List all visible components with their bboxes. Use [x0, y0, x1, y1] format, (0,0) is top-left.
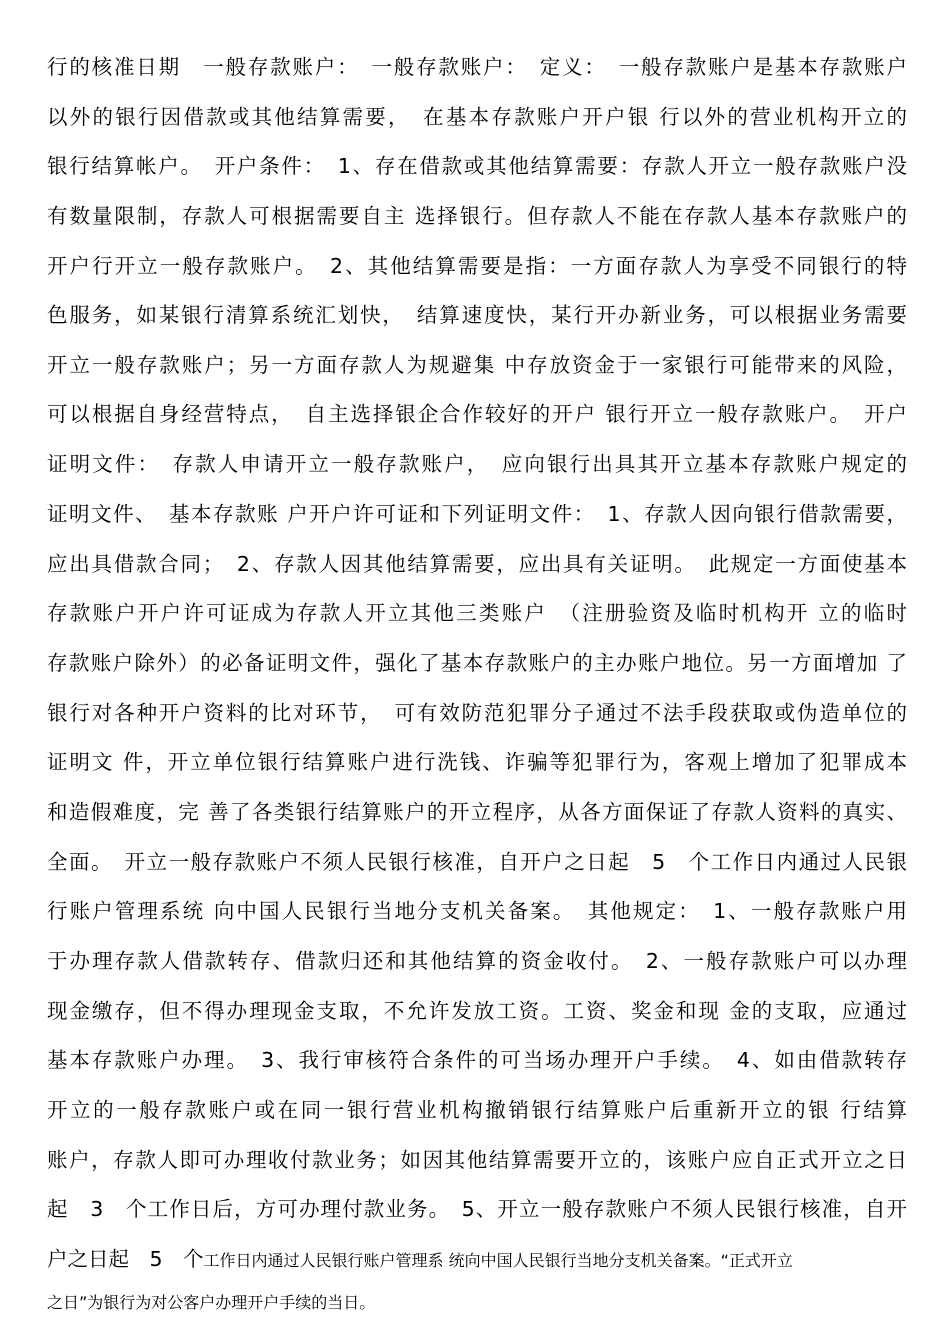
- text-line: 现金缴存，但不得办理现金支取，不允许发放工资。工资、奖金和现 金的支取，应通过: [47, 999, 907, 1023]
- text-line: 于办理存款人借款转存、借款归还和其他结算的资金收付。 2、一般存款账户可以办理: [47, 949, 907, 973]
- text-line: 银行对各种开户资料的比对环节， 可有效防范犯罪分子通过不法手段获取或伪造单位的: [47, 701, 907, 725]
- text-line: 银行结算帐户。 开户条件： 1、存在借款或其他结算需要：存款人开立一般存款账户没: [47, 154, 907, 178]
- text-line: 存款账户开户许可证成为存款人开立其他三类账户 （注册验资及临时机构开 立的临时: [47, 601, 907, 625]
- text-line: 基本存款账户办理。 3、我行审核符合条件的可当场办理开户手续。 4、如由借款转存: [47, 1048, 907, 1072]
- text-line: 账户，存款人即可办理收付款业务；如因其他结算需要开立的，该账户应自正式开立之日: [47, 1148, 907, 1172]
- text-segment-large: 户之日起 5 个: [47, 1247, 204, 1271]
- text-line: 有数量限制，存款人可根据需要自主 选择银行。但存款人不能在存款人基本存款账户的: [47, 204, 907, 228]
- text-segment-small: 工作日内通过人民银行账户管理系 统向中国人民银行当地分支机关备案。“正式开立: [203, 1251, 793, 1270]
- text-line: 证明文件： 存款人申请开立一般存款账户， 应向银行出具其开立基本存款账户规定的: [47, 452, 907, 476]
- text-line: 开户行开立一般存款账户。 2、其他结算需要是指：一方面存款人为享受不同银行的特: [47, 254, 907, 278]
- text-line: 开立的一般存款账户或在同一银行营业机构撤销银行结算账户后重新开立的银 行结算: [47, 1098, 907, 1122]
- text-line: 开立一般存款账户；另一方面存款人为规避集 中存放资金于一家银行可能带来的风险，: [47, 353, 907, 377]
- text-line: 色服务，如某银行清算系统汇划快， 结算速度快，某行开办新业务，可以根据业务需要: [47, 303, 907, 327]
- text-line: 证明文 件，开立单位银行结算账户进行洗钱、诈骗等犯罪行为，客观上增加了犯罪成本: [47, 750, 907, 774]
- text-line: 行账户管理系统 向中国人民银行当地分支机关备案。 其他规定： 1、一般存款账户用: [47, 899, 907, 923]
- text-line-final: 之日”为银行为对公客户办理开户手续的当日。: [47, 1293, 376, 1312]
- text-line: 全面。 开立一般存款账户不须人民银行核准，自开户之日起 5 个工作日内通过人民银: [47, 850, 907, 874]
- text-line: 行的核准日期 一般存款账户： 一般存款账户： 定义： 一般存款账户是基本存款账户: [47, 55, 907, 79]
- text-line: 以外的银行因借款或其他结算需要， 在基本存款账户开户银 行以外的营业机构开立的: [47, 105, 907, 129]
- text-line: 应出具借款合同； 2、存款人因其他结算需要，应出具有关证明。 此规定一方面使基本: [47, 552, 907, 576]
- text-line-mixed: [47, 1244, 907, 1276]
- text-line: 可以根据自身经营特点， 自主选择银企合作较好的开户 银行开立一般存款账户。 开户: [47, 402, 907, 426]
- text-line: 起 3 个工作日后，方可办理付款业务。 5、开立一般存款账户不须人民银行核准，自开: [47, 1197, 907, 1221]
- text-line: 和造假难度，完 善了各类银行结算账户的开立程序，从各方面保证了存款人资料的真实、: [47, 800, 907, 824]
- text-line: 存款账户除外）的必备证明文件，强化了基本存款账户的主办账户地位。另一方面增加 了: [47, 651, 907, 675]
- text-line: 证明文件、 基本存款账 户开户许可证和下列证明文件： 1、存款人因向银行借款需要，: [47, 502, 907, 526]
